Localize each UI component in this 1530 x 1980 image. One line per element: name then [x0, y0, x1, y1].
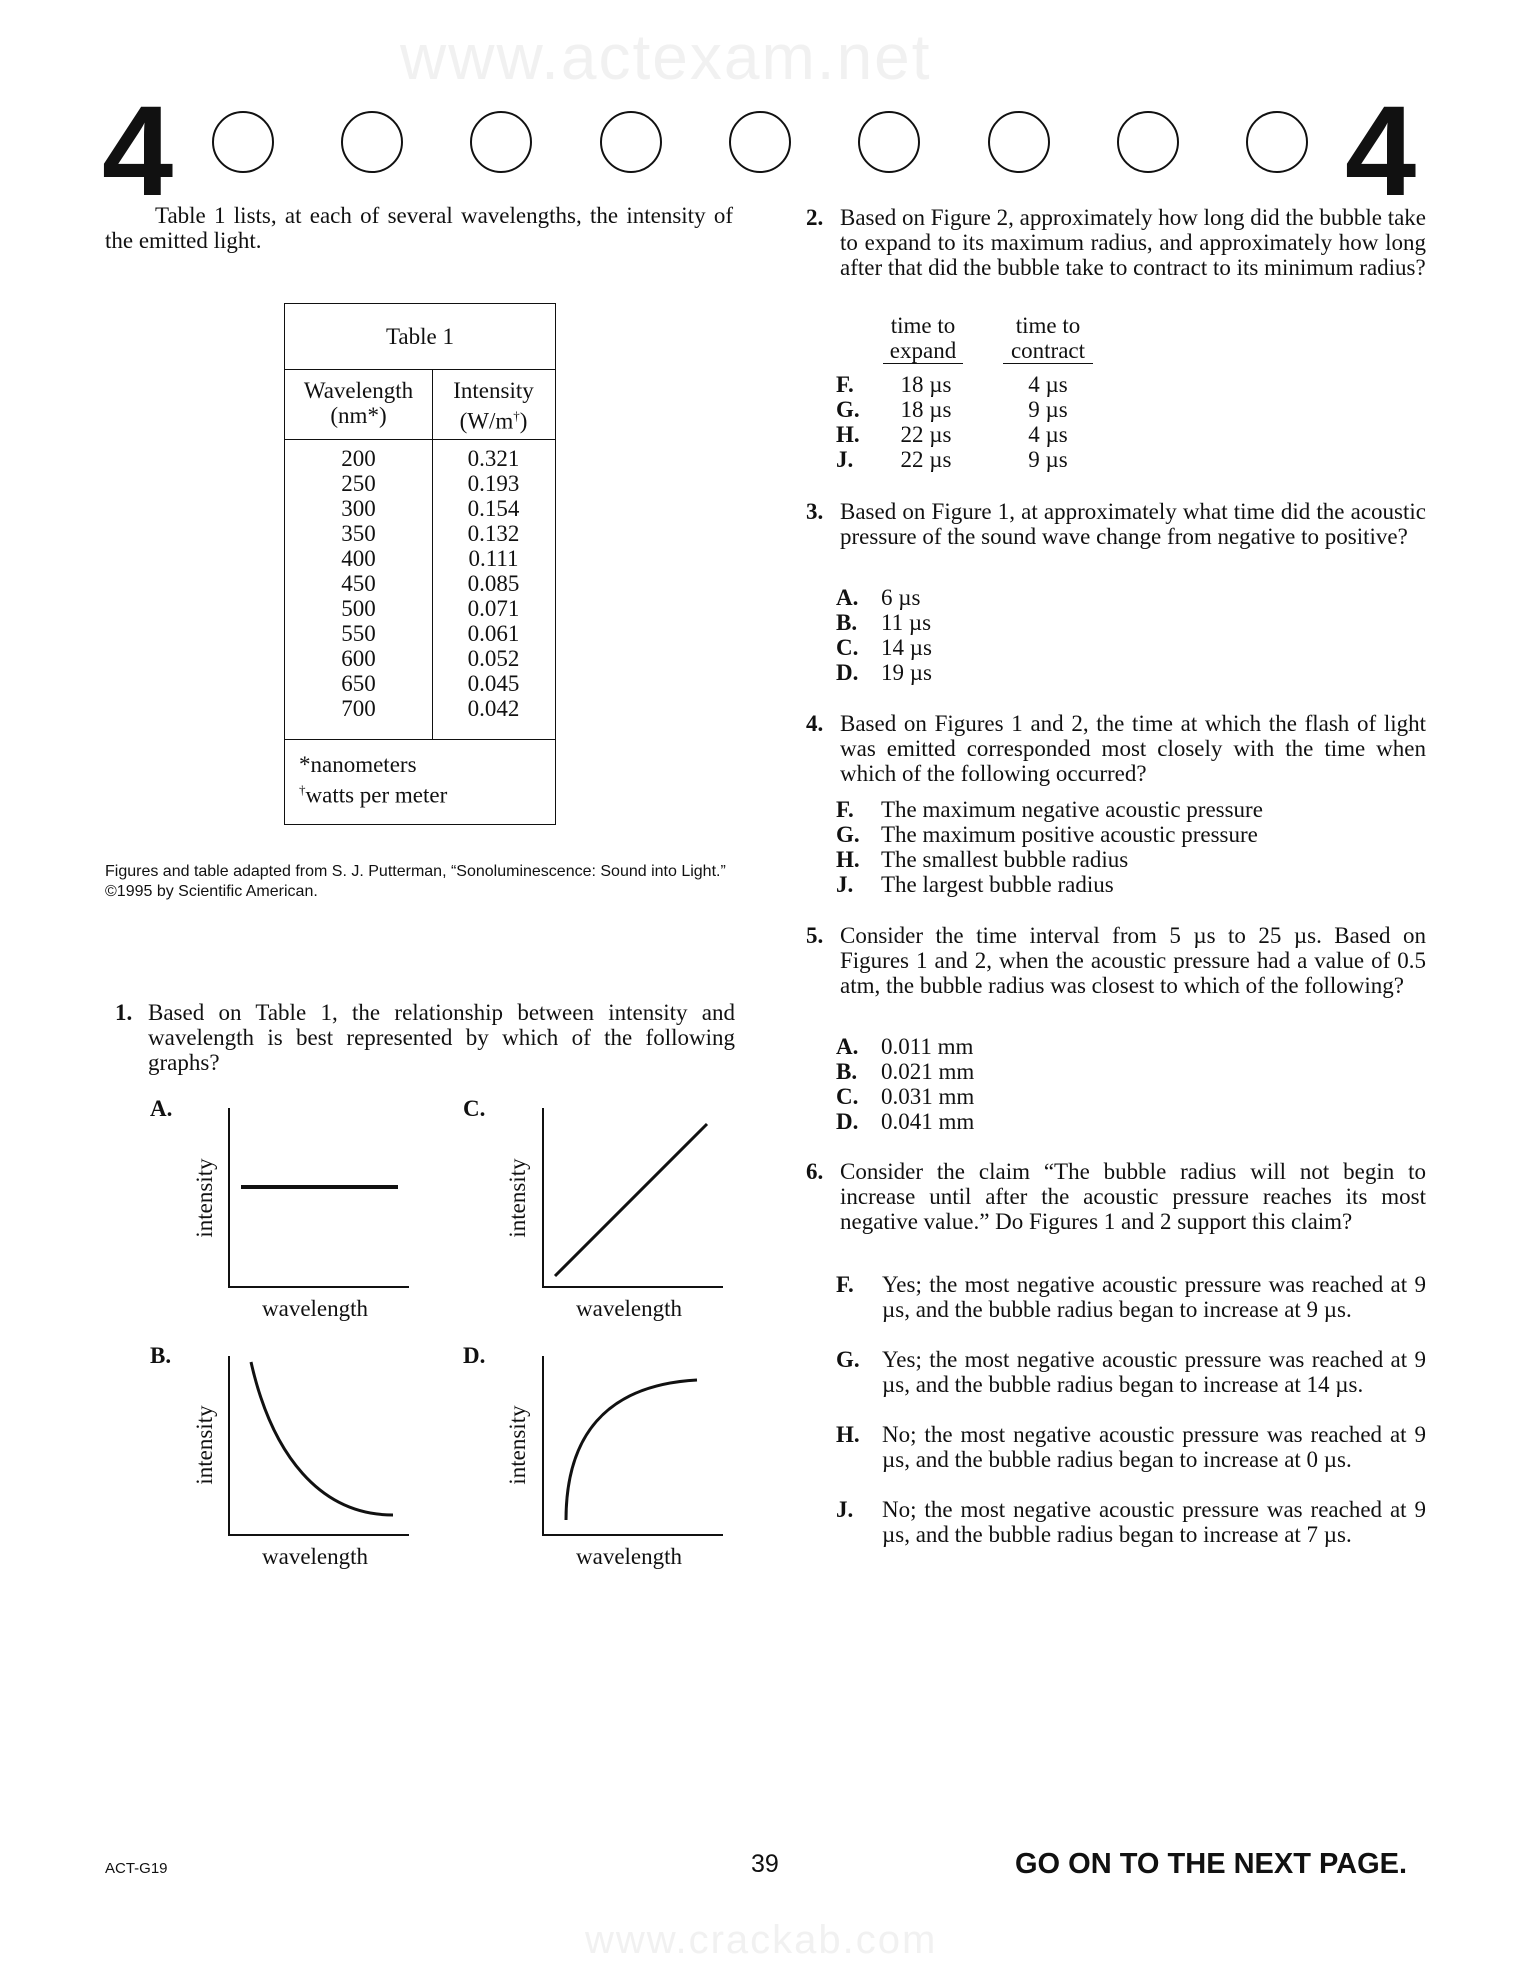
- question-4-option[interactable]: [836, 822, 1401, 847]
- option-letter: F.: [836, 1272, 854, 1297]
- option-letter: G.: [836, 397, 860, 422]
- graph-c: [543, 1108, 723, 1287]
- header-circle: [988, 111, 1050, 173]
- graph-b-xlabel: wavelength: [262, 1544, 369, 1569]
- table-1-note-watts: †watts per meter: [299, 782, 448, 808]
- option-text: No; the most negative acoustic pressure was reached at 9 µs, and the bubble radius began to increase at 7 µs.: [882, 1497, 1426, 1547]
- option-contract: 9 µs: [1028, 447, 1068, 472]
- table-1-intensity-cell: 0.071: [467, 596, 520, 621]
- question-5-option[interactable]: [836, 1059, 1181, 1084]
- option-text: 0.021 mm: [881, 1059, 975, 1084]
- graph-a-ylabel: intensity: [192, 1158, 217, 1238]
- question-2: [806, 205, 1426, 305]
- graph-c-label[interactable]: C.: [463, 1096, 486, 1121]
- option-text: Yes; the most negative acoustic pressure was reached at 9 µs, and the bubble radius began to increase at 9 µs.: [882, 1272, 1426, 1322]
- option-letter: H.: [836, 847, 860, 872]
- table-1-title: Table 1: [385, 324, 454, 349]
- option-text: 0.011 mm: [881, 1034, 974, 1059]
- graph-d: [543, 1356, 723, 1535]
- option-text: 19 µs: [881, 660, 932, 685]
- table-1-wavelength-cell: 650: [341, 671, 376, 696]
- table-1-intensity-cell: 0.321: [467, 446, 520, 471]
- table-1-intensity-cell: 0.085: [467, 571, 520, 596]
- header-circle: [858, 111, 920, 173]
- go-on-next-page: GO ON TO THE NEXT PAGE.: [1015, 1848, 1408, 1880]
- option-text: Yes; the most negative acoustic pressure was reached at 9 µs, and the bubble radius began to increase at 14 µs.: [882, 1347, 1426, 1397]
- option-text: 14 µs: [881, 635, 932, 660]
- section-number-right: 4: [1345, 80, 1417, 223]
- graph-d-xlabel: wavelength: [576, 1544, 683, 1569]
- answer-graphs: [0, 0, 760, 1600]
- option-letter: J.: [836, 447, 854, 472]
- option-text: 0.041 mm: [881, 1109, 975, 1134]
- option-letter: J.: [836, 872, 854, 897]
- question-2-option[interactable]: [836, 447, 1096, 472]
- table-1-intensity-cell: 0.193: [467, 471, 520, 496]
- intro-paragraph: Table 1 lists, at each of several wavelengths, the intensity of the emitted light.: [105, 203, 733, 253]
- graph-b-ylabel: intensity: [192, 1405, 217, 1485]
- table-1-wavelength-cell: 400: [341, 546, 376, 571]
- question-4-number: 4.: [806, 711, 824, 736]
- option-letter: D.: [836, 1109, 859, 1134]
- table-1-wavelength-cell: 600: [341, 646, 376, 671]
- option-text: The smallest bubble radius: [881, 847, 1129, 872]
- table-1-intensity-cell: 0.045: [467, 671, 520, 696]
- option-text: 0.031 mm: [881, 1084, 975, 1109]
- graph-a-xlabel: wavelength: [262, 1296, 369, 1321]
- question-1-text: Based on Table 1, the relationship between intensity and wavelength is best represented by which of the following graphs?: [148, 1000, 735, 1075]
- option-text: 11 µs: [881, 610, 932, 635]
- question-6-option[interactable]: [836, 1272, 1426, 1322]
- question-2-option[interactable]: [836, 372, 1096, 397]
- question-3-option[interactable]: [836, 635, 1081, 660]
- table-1-wavelength-cell: 450: [341, 571, 376, 596]
- graph-d-ylabel: intensity: [505, 1405, 530, 1485]
- watermark-top: www.actexam.net: [400, 21, 932, 93]
- table-1-col-intensity-header: Intensity (W/m†): [453, 378, 534, 434]
- header-circle: [1117, 111, 1179, 173]
- option-contract: 9 µs: [1028, 397, 1068, 422]
- question-1-number: 1.: [115, 1000, 133, 1025]
- table-1-wavelength-cell: 550: [341, 621, 376, 646]
- question-2-col-expand-header: time to expand: [883, 313, 963, 364]
- question-6-option[interactable]: [836, 1422, 1426, 1472]
- table-1-wavelength-cell: 350: [341, 521, 376, 546]
- option-expand: 18 µs: [900, 397, 952, 422]
- graph-c-curve: [555, 1124, 707, 1276]
- graph-d-axes: [543, 1356, 723, 1535]
- option-letter: H.: [836, 1422, 860, 1447]
- question-3-option[interactable]: [836, 610, 1081, 635]
- table-1-intensity-cell: 0.042: [467, 696, 520, 721]
- table-1-wavelength-cell: 300: [341, 496, 376, 521]
- option-text: The maximum positive acoustic pressure: [881, 822, 1258, 847]
- graph-a-label[interactable]: A.: [150, 1096, 173, 1121]
- option-expand: 22 µs: [900, 422, 952, 447]
- table-1-note-nanometers: *nanometers: [299, 752, 417, 777]
- option-text: No; the most negative acoustic pressure was reached at 9 µs, and the bubble radius began to increase at 0 µs.: [882, 1422, 1426, 1472]
- question-6: [806, 1159, 1426, 1259]
- question-6-option[interactable]: [836, 1497, 1426, 1547]
- option-letter: A.: [836, 585, 859, 610]
- graph-b: [229, 1356, 409, 1535]
- watermark-bottom: www.crackab.com: [585, 1918, 938, 1962]
- graph-d-curve: [566, 1380, 697, 1520]
- question-5: [806, 923, 1426, 1023]
- question-2-option[interactable]: [836, 397, 1096, 422]
- option-expand: 22 µs: [900, 447, 952, 472]
- question-4-text: Based on Figures 1 and 2, the time at which the flash of light was emitted corresponded most closely with the time when which of the following occurred?: [840, 711, 1426, 786]
- question-3: [806, 499, 1426, 579]
- option-letter: C.: [836, 635, 859, 660]
- option-text: The maximum negative acoustic pressure: [881, 797, 1263, 822]
- page-number: 39: [751, 1850, 779, 1878]
- section-number-left: 4: [102, 80, 174, 223]
- graph-a: [229, 1108, 409, 1287]
- question-6-option[interactable]: [836, 1347, 1426, 1397]
- question-5-option[interactable]: [836, 1034, 1181, 1059]
- option-letter: J.: [836, 1497, 854, 1522]
- question-3-option[interactable]: [836, 660, 1081, 685]
- question-4-option[interactable]: [836, 872, 1401, 897]
- table-1-wavelength-cell: 200: [341, 446, 376, 471]
- table-1-intensity-cell: 0.154: [467, 496, 520, 521]
- question-2-number: 2.: [806, 205, 824, 230]
- question-4-option[interactable]: [836, 847, 1401, 872]
- option-letter: D.: [836, 660, 859, 685]
- question-2-option[interactable]: [836, 422, 1096, 447]
- question-4: [806, 711, 1426, 791]
- question-3-option[interactable]: [836, 585, 1081, 610]
- option-letter: B.: [836, 610, 858, 635]
- table-1-intensity-cell: 0.111: [468, 546, 519, 571]
- option-letter: A.: [836, 1034, 859, 1059]
- option-letter: G.: [836, 822, 860, 847]
- question-3-number: 3.: [806, 499, 824, 524]
- question-3-text: Based on Figure 1, at approximately what time did the acoustic pressure of the sound wave change from negative to positive?: [840, 499, 1426, 549]
- option-letter: G.: [836, 1347, 860, 1372]
- graph-c-xlabel: wavelength: [576, 1296, 683, 1321]
- question-5-option[interactable]: [836, 1109, 1181, 1134]
- graph-b-curve: [251, 1362, 393, 1515]
- question-6-text: Consider the claim “The bubble radius will not begin to increase until after the acoustic pressure reaches its most negative value.” Do Figures 1 and 2 support this claim?: [840, 1159, 1426, 1234]
- question-2-col-contract-header: time to contract: [1003, 313, 1093, 364]
- table-1-intensity-cell: 0.052: [467, 646, 520, 671]
- header-circle: [1246, 111, 1308, 173]
- graph-a-axes: [229, 1108, 409, 1287]
- option-letter: F.: [836, 372, 854, 397]
- option-contract: 4 µs: [1028, 372, 1068, 397]
- option-text: The largest bubble radius: [881, 872, 1114, 897]
- option-letter: C.: [836, 1084, 859, 1109]
- option-expand: 18 µs: [900, 372, 952, 397]
- table-1-col-wavelength-header: Wavelength (nm*): [303, 378, 414, 428]
- option-letter: F.: [836, 797, 854, 822]
- table-1-wavelength-cell: 250: [341, 471, 376, 496]
- question-5-text: Consider the time interval from 5 µs to 25 µs. Based on Figures 1 and 2, when the acoustic pressure had a value of 0.5 atm, the bubble radius was closest to which of the following?: [840, 923, 1426, 998]
- question-2-text: Based on Figure 2, approximately how long did the bubble take to expand to its maximum radius, and approximately how long after that did the bubble take to contract to its minimum radius?: [840, 205, 1426, 280]
- table-1-intensity-cell: 0.132: [467, 521, 520, 546]
- table-1-wavelength-cell: 500: [341, 596, 376, 621]
- question-5-number: 5.: [806, 923, 824, 948]
- option-contract: 4 µs: [1028, 422, 1068, 447]
- question-6-number: 6.: [806, 1159, 824, 1184]
- graph-b-label[interactable]: B.: [150, 1343, 172, 1368]
- option-text: 6 µs: [881, 585, 921, 610]
- option-letter: H.: [836, 422, 860, 447]
- option-letter: B.: [836, 1059, 858, 1084]
- graph-d-label[interactable]: D.: [463, 1343, 486, 1368]
- footer-code: ACT-G19: [105, 1860, 168, 1877]
- table-1-intensity-cell: 0.061: [467, 621, 520, 646]
- source-note: Figures and table adapted from S. J. Putterman, “Sonoluminescence: Sound into Light.” ©1995 by Scientific American.: [105, 863, 726, 900]
- question-4-option[interactable]: [836, 797, 1401, 822]
- table-1-wavelength-cell: 700: [341, 696, 376, 721]
- graph-c-ylabel: intensity: [505, 1158, 530, 1238]
- question-5-option[interactable]: [836, 1084, 1181, 1109]
